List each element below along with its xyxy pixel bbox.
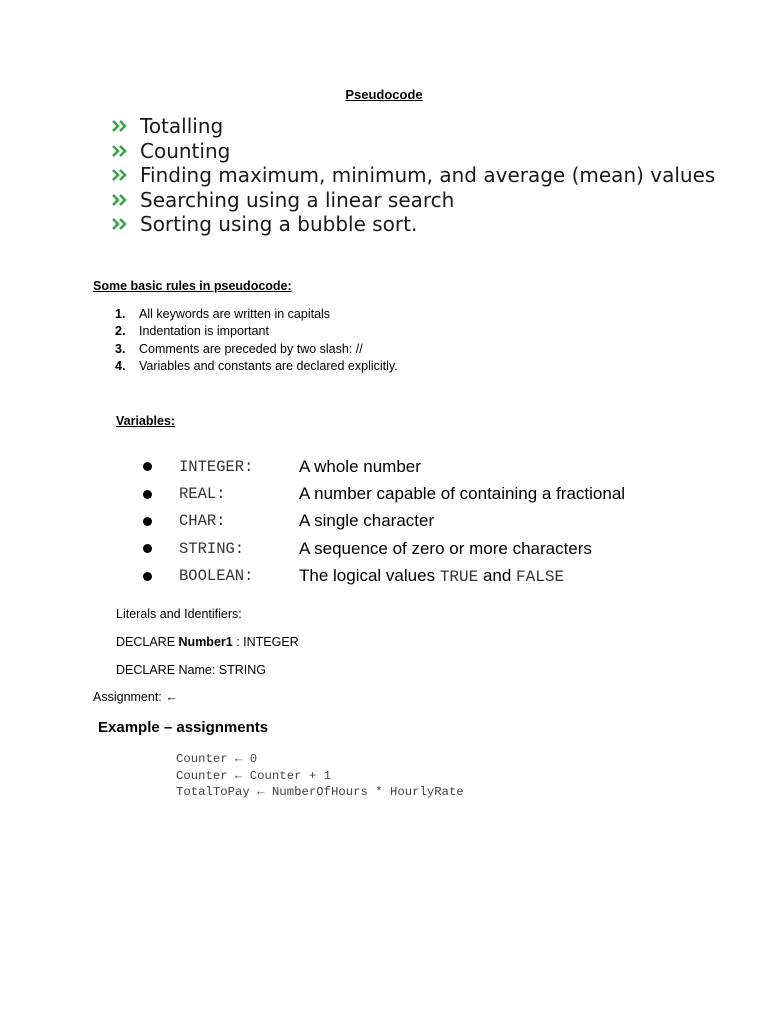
bullet-icon xyxy=(143,517,152,526)
list-item xyxy=(112,114,715,139)
rule-text: All keywords are written in capitals xyxy=(139,306,331,321)
variables-list xyxy=(141,453,625,590)
rule-number: 2. xyxy=(115,324,126,339)
list-item xyxy=(115,358,398,376)
declare-line-2: DECLARE Name: STRING xyxy=(116,663,267,677)
type-description: A whole number xyxy=(299,456,421,476)
rule-number: 4. xyxy=(115,359,126,374)
rule-number: 3. xyxy=(115,341,126,356)
type-name: STRING: xyxy=(179,539,245,558)
variables-heading: Variables: xyxy=(116,414,176,428)
type-name: REAL: xyxy=(179,485,226,504)
example-title: Example – assignments xyxy=(98,719,269,736)
double-chevron-icon xyxy=(112,169,140,181)
list-item xyxy=(141,453,625,480)
list-item xyxy=(112,212,715,237)
type-name: BOOLEAN: xyxy=(179,567,254,586)
topic-text: Counting xyxy=(140,138,231,163)
rules-list xyxy=(115,305,398,375)
double-chevron-icon xyxy=(112,120,140,132)
assignment-label: Assignment: ← xyxy=(93,690,178,704)
list-item xyxy=(115,305,398,323)
false-keyword: FALSE xyxy=(516,568,565,587)
topic-text: Finding maximum, minimum, and average (mean) values xyxy=(140,163,716,188)
code-line: Counter ← Counter + 1 xyxy=(176,768,331,783)
desc-text: The logical values xyxy=(299,566,440,586)
rule-text: Indentation is important xyxy=(139,324,269,339)
list-item xyxy=(141,563,625,590)
rule-text: Comments are preceded by two slash: // xyxy=(139,341,363,356)
list-item xyxy=(141,480,625,507)
type-name: CHAR: xyxy=(179,512,226,531)
rule-text: Variables and constants are declared explicitly. xyxy=(139,359,398,374)
double-chevron-icon xyxy=(112,194,140,206)
code-block xyxy=(176,751,464,801)
rules-heading: Some basic rules in pseudocode: xyxy=(93,279,292,293)
bullet-icon xyxy=(143,572,152,581)
list-item xyxy=(112,188,715,213)
topic-text: Sorting using a bubble sort. xyxy=(140,212,418,237)
double-chevron-icon xyxy=(112,218,140,230)
list-item xyxy=(115,323,398,341)
type-description: A number capable of containing a fractional xyxy=(299,484,626,504)
page-title: Pseudocode xyxy=(345,87,423,102)
literals-label: Literals and Identifiers: xyxy=(116,607,242,621)
topic-text: Totalling xyxy=(140,114,224,139)
topic-text: Searching using a linear search xyxy=(140,187,455,212)
rule-number: 1. xyxy=(115,306,126,321)
bullet-icon xyxy=(143,490,152,499)
double-chevron-icon xyxy=(112,145,140,157)
type-name: INTEGER: xyxy=(179,457,254,476)
declare-keyword: DECLARE xyxy=(116,635,179,649)
desc-text: and xyxy=(478,566,517,586)
true-keyword: TRUE xyxy=(439,568,479,587)
list-item xyxy=(141,508,625,535)
code-line: TotalToPay ← NumberOfHours * HourlyRate xyxy=(176,785,464,799)
bullet-icon xyxy=(143,462,152,471)
type-description: A sequence of zero or more characters xyxy=(299,538,592,558)
list-item xyxy=(112,163,715,188)
list-item xyxy=(112,139,715,164)
bullet-icon xyxy=(143,544,152,553)
type-description xyxy=(299,566,564,586)
list-item xyxy=(115,340,398,358)
list-item xyxy=(141,535,625,562)
identifier-name: Number1 xyxy=(178,635,233,649)
code-line: Counter ← 0 xyxy=(176,752,258,766)
topics-list xyxy=(112,114,715,237)
declare-line-1 xyxy=(116,635,299,649)
type-description: A single character xyxy=(299,511,435,531)
declare-type: : INTEGER xyxy=(232,635,299,649)
